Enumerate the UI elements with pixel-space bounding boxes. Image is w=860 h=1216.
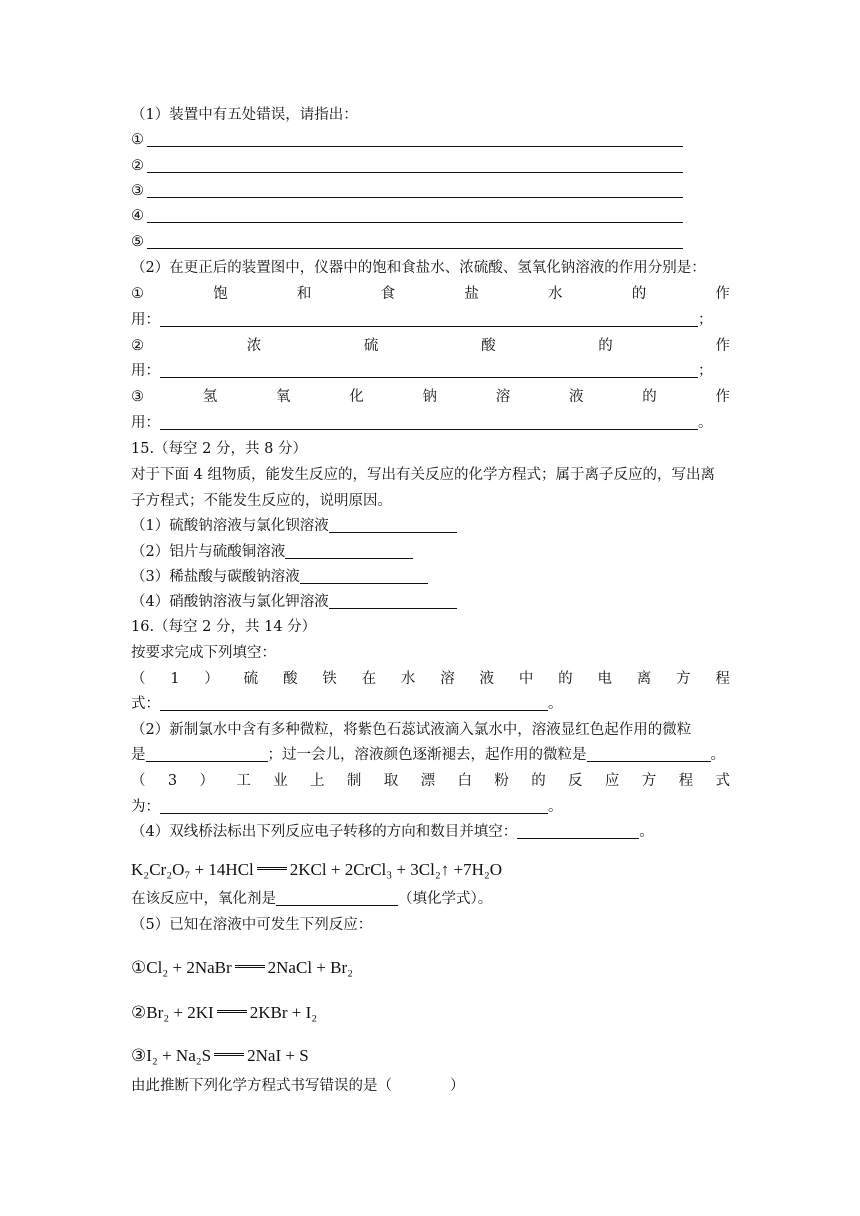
q15-intro-line1: 对于下面 4 组物质，能发生反应的，写出有关反应的化学方程式；属于离子反应的，写出离 bbox=[131, 467, 715, 483]
equals-sign bbox=[257, 867, 287, 870]
equation-right: 2KCl + 2CrCl₃ + 3Cl₂↑ +7H₂O bbox=[289, 860, 503, 879]
answer-line-1[interactable]: ① bbox=[131, 130, 730, 150]
q14-2-item2-answer[interactable]: 用： ； bbox=[131, 363, 713, 379]
q16-3-answer[interactable]: 为： 。 bbox=[131, 799, 563, 815]
reaction-3: ③I₂ + Na₂S 2NaI + S bbox=[131, 1046, 309, 1065]
q14-2-title: （2）在更正后的装置图中，仪器中的饱和食盐水、浓硫酸、氢氧化钠溶液的作用分别是： bbox=[131, 260, 706, 276]
answer-line-5[interactable]: ⑤ bbox=[131, 232, 730, 252]
q16-2-line2[interactable]: 是 ；过一会儿，溶液颜色逐渐褪去，起作用的微粒是 。 bbox=[131, 747, 725, 763]
q15-item-1[interactable]: （1）硫酸钠溶液与氯化钡溶液 bbox=[131, 516, 730, 536]
q16-5-final: 由此推断下列化学方程式书写错误的是（ ） bbox=[131, 1078, 465, 1094]
q16-header: 16.（每空 2 分，共 14 分） bbox=[131, 619, 317, 635]
q14-2-item2-line: ② 浓 硫 酸 的 作 bbox=[131, 338, 730, 354]
q16-intro: 按要求完成下列填空： bbox=[131, 645, 276, 661]
q15-item-2[interactable]: （2）铝片与硫酸铜溶液 bbox=[131, 542, 730, 562]
q16-5-text: （5）已知在溶液中可发生下列反应： bbox=[131, 917, 373, 933]
answer-line-3[interactable]: ③ bbox=[131, 181, 730, 201]
oxidizer-question[interactable]: 在该反应中，氧化剂是 （填化学式）。 bbox=[131, 891, 493, 907]
q15-item-4[interactable]: （4）硝酸钠溶液与氯化钾溶液 bbox=[131, 592, 730, 612]
q16-1-line: （ 1 ） 硫 酸 铁 在 水 溶 液 中 的 电 离 方 程 bbox=[131, 671, 730, 687]
reaction-1: ①Cl₂ + 2NaBr 2NaCl + Br₂ bbox=[131, 958, 354, 977]
q16-2-line1: （2）新制氯水中含有多种微粒，将紫色石蕊试液滴入氯水中，溶液显红色起作用的微粒 bbox=[131, 722, 692, 738]
q15-item-3[interactable]: （3）稀盐酸与碳酸钠溶液 bbox=[131, 567, 730, 587]
equation-left: K₂Cr₂O₇ + 14HCl bbox=[131, 860, 254, 879]
answer-line-2[interactable]: ② bbox=[131, 156, 730, 176]
q14-2-item3-answer[interactable]: 用： 。 bbox=[131, 415, 713, 431]
q16-1-answer[interactable]: 式： 。 bbox=[131, 696, 563, 712]
reaction-2: ②Br₂ + 2KI 2KBr + I₂ bbox=[131, 1003, 318, 1022]
q16-4-text[interactable]: （4）双线桥法标出下列反应电子转移的方向和数目并填空： 。 bbox=[131, 824, 654, 840]
q14-1-title: （1）装置中有五处错误，请指出： bbox=[131, 107, 358, 123]
q15-intro-line2: 子方程式；不能发生反应的，说明原因。 bbox=[131, 493, 392, 509]
q15-header: 15.（每空 2 分，共 8 分） bbox=[131, 441, 307, 457]
q14-2-item3-line: ③ 氢 氧 化 钠 溶 液 的 作 bbox=[131, 389, 730, 405]
redox-equation bbox=[131, 858, 730, 882]
q14-2-item1-line: ① 饱 和 食 盐 水 的 作 bbox=[131, 286, 730, 302]
q16-3-line: （ 3 ） 工 业 上 制 取 漂 白 粉 的 反 应 方 程 式 bbox=[131, 773, 730, 789]
answer-line-4[interactable]: ④ bbox=[131, 206, 730, 226]
q14-2-item1-answer[interactable]: 用： ； bbox=[131, 312, 713, 328]
